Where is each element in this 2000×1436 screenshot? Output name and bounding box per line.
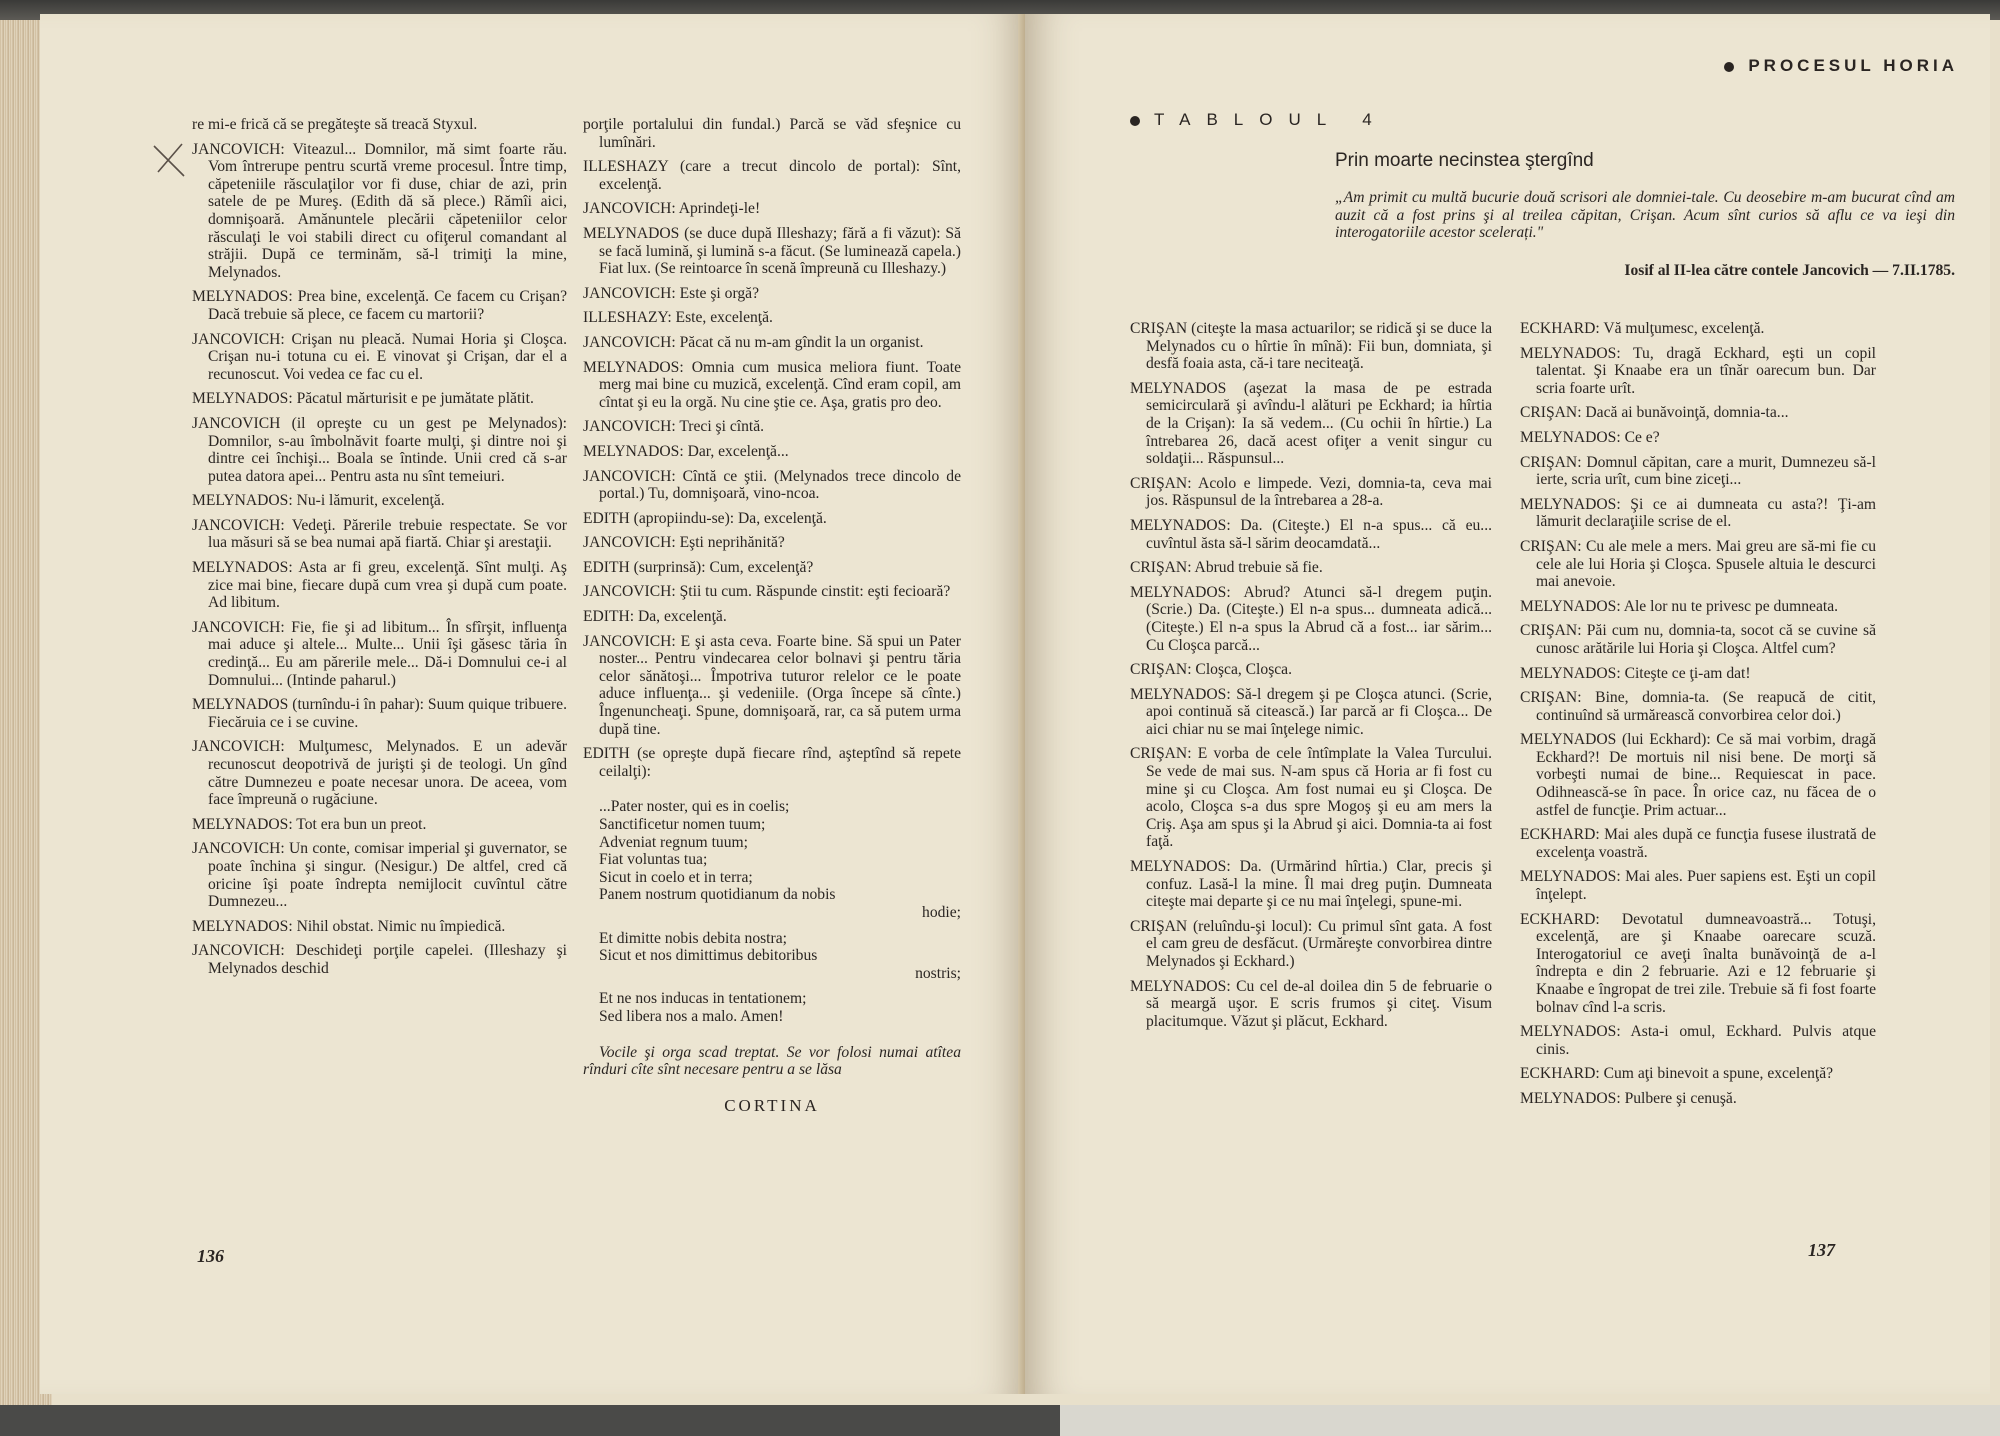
scene-title: Prin moarte necinstea ştergînd xyxy=(1335,150,1594,171)
prayer-line: Sanctificetur nomen tuum; xyxy=(599,816,766,833)
running-header xyxy=(1724,56,1958,76)
prayer-line: Et dimitte nobis debita nostra; xyxy=(599,929,787,947)
prayer-line: Adveniat regnum tuum; xyxy=(599,833,748,851)
scanner-bottom-edge xyxy=(1060,1405,2000,1436)
bullet-icon xyxy=(1724,62,1734,72)
dialogue-line: MELYNADOS (se duce după Illeshazy; fără a fi văzut): Să se facă lumină, şi lumină s-a făcut. (Se luminează capela.) Fiat lux. (Se reintoarce în scenă împreună cu Illeshazy.) xyxy=(583,224,961,278)
dialogue-line: MELYNADOS: Abrud? Atunci să-l dregem puţin. (Scrie.) Da. (Citeşte.) El n-a spus... dumneata adică... (Citeşte.) El n-a spus la Abrud că a fost... iar sărim... Cu Cloşca parcă... xyxy=(1130,583,1492,654)
dialogue-line: MELYNADOS: Mai ales. Puer sapiens est. Eşti un copil înţelept. xyxy=(1520,868,1876,904)
prayer-line: Sicut in coelo et in terra; xyxy=(599,868,753,886)
prayer-line: Sed libera nos a malo. Amen! xyxy=(599,1007,784,1025)
dialogue-line: MELYNADOS: Ce e? xyxy=(1520,428,1660,446)
dialogue-line: JANCOVICH: Viteazul... Domnilor, mă simt foarte rău. Vom întrerupe pentru scurtă vreme procesul. Între timp, căpeteniile răsculaţilor vor fi duse, chiar de azi, prin satele de pe Mureş. (Edith dă să plece.) Rămîi aici, domnişoară. Amănuntele plecării căpeteniilor celor răsculaţi le voi stabili direct cu ofiţerul comandant al străjii. După ce terminăm, să-l trimiţi la mine, Melynados. xyxy=(192,140,567,281)
dialogue-line: MELYNADOS: Prea bine, excelenţă. Ce facem cu Crişan? Dacă trebuie să plece, ce facem cu martorii? xyxy=(192,288,567,323)
dialogue-line: CRIŞAN: Dacă ai bunăvoinţă, domnia-ta... xyxy=(1520,404,1789,422)
bullet-icon xyxy=(1130,116,1140,126)
prayer-verse xyxy=(583,798,961,1025)
dialogue-line: CRIŞAN: E vorba de cele întîmplate la Valea Turcului. Se vede de mai sus. N-am spus că Horia ar fi fost cu mine şi cu Cloşca. Am fost numai eu şi Cloşca. De acolo, Cloşca s-a dus spre Mogoş şi eu am mers la Criş. Aşa am spus şi la Abrud şi aici. Domnia-ta ai fost faţă. xyxy=(1130,745,1492,851)
dialogue-line: MELYNADOS: Pulbere şi cenuşă. xyxy=(1520,1089,1737,1107)
right-page xyxy=(1025,14,1990,1394)
dialogue-line: CRIŞAN (citeşte la masa actuarilor; se ridică şi se duce la Melynados cu o hîrtie în mînă): Fii bun, domniata, şi desfă foaia asta, că-i tare neciteaţă. xyxy=(1130,320,1492,373)
dialogue-line: MELYNADOS: Omnia cum musica meliora fiunt. Toate merg mai bine cu muzică, excelenţă. Cînd eram copil, am cîntat şi eu la orgă. Nu cine ştie ce. Aşa, gratis pro deo. xyxy=(583,358,961,411)
dialogue-line: JANCOVICH: Eşti neprihănită? xyxy=(583,534,785,552)
dialogue-line: re mi-e frică că se pregăteşte să treacă Styxul. xyxy=(192,116,478,133)
dialogue-line: JANCOVICH: Este şi orgă? xyxy=(583,284,759,302)
dialogue-line: MELYNADOS (turnîndu-i în pahar): Suum quique tribuere. Fiecăruia ce i se cuvine. xyxy=(192,696,567,731)
dialogue-line: JANCOVICH: E şi asta ceva. Foarte bine. Să spui un Pater noster... Pentru vindecarea celor bolnavi şi pentru tăria celor sănătoşi... Împotriva tuturor relelor ce le poate aduce influenţa... şi vedeniile. (Orga începe să cînte.) Îngenuncheaţi. Spune, domnişoară, rar, ca să putem urma după tine. xyxy=(583,632,961,738)
dialogue-line: CRIŞAN (reluîndu-şi locul): Cu primul sînt gata. A fost el cam greu de desfăcut. (Urmăreşte convorbirea dintre Melynados şi Eckhard.) xyxy=(1130,917,1492,970)
dialogue-line: JANCOVICH: Ştii tu cum. Răspunde cinstit: eşti fecioară? xyxy=(583,583,951,601)
dialogue-line: ECKHARD: Vă mulţumesc, excelenţă. xyxy=(1520,320,1765,337)
dialogue-line: CRIŞAN: Cloşca, Cloşca. xyxy=(1130,661,1292,679)
dialogue-line: MELYNADOS: Şi ce ai dumneata cu asta?! Ţi-am lămurit declaraţiile scrise de el. xyxy=(1520,495,1876,531)
running-header-text: PROCESUL HORIA xyxy=(1748,56,1958,75)
page-number-right: 137 xyxy=(1808,1240,1835,1260)
prayer-line: nostris; xyxy=(915,964,961,982)
dialogue-line: MELYNADOS: Dar, excelenţă... xyxy=(583,442,789,460)
dialogue-line: EDITH (se opreşte după fiecare rînd, aşteptînd să repete ceilalţi): xyxy=(583,745,961,780)
right-column-1 xyxy=(1130,320,1492,1030)
dialogue-line: JANCOVICH: Fie, fie şi ad libitum... În sfîrşit, influenţa mai aduce şi altele... Multe... Unii îşi găsesc tăria în credinţă... Eu am părerile mele... Dă-i Domnului ce-i al Domnului... (Intinde paharul.) xyxy=(192,618,567,689)
dialogue-line: MELYNADOS: Da. (Citeşte.) El n-a spus... că eu... cuvîntul ăsta să-l sărim deocamdată... xyxy=(1130,516,1492,552)
left-page xyxy=(40,14,1025,1394)
dialogue-line: ECKHARD: Mai ales după ce funcţia fusese ilustrată de excelenţa voastră. xyxy=(1520,826,1876,861)
prayer-line: Fiat voluntas tua; xyxy=(599,851,708,869)
dialogue-line: MELYNADOS: Asta ar fi greu, excelenţă. Sînt mulţi. Aş zice mai bine, fiecare după cum vrea şi după cum poate. Ad libitum. xyxy=(192,559,567,612)
dialogue-line: porţile portalului din fundal.) Parcă se văd sfeşnice cu lumînări. xyxy=(583,116,961,151)
left-column-1 xyxy=(192,116,567,978)
dialogue-line: MELYNADOS: Păcatul mărturisit e pe jumătate plătit. xyxy=(192,390,534,408)
dialogue-line: MELYNADOS: Asta-i omul, Eckhard. Pulvis atque cinis. xyxy=(1520,1023,1876,1058)
prayer-line: Et ne nos inducas in tentationem; xyxy=(599,990,807,1008)
prayer-line: ...Pater noster, qui es in coelis; xyxy=(599,798,790,816)
dialogue-line: MELYNADOS: Nihil obstat. Nimic nu împiedică. xyxy=(192,917,506,935)
dialogue-line: ECKHARD: Cum aţi binevoit a spune, excelenţă? xyxy=(1520,1065,1834,1083)
dialogue-line: JANCOVICH: Aprindeţi-le! xyxy=(583,200,761,218)
prayer-line: Sicut et nos dimittimus debitoribus xyxy=(599,947,818,965)
dialogue-line: JANCOVICH (il opreşte cu un gest pe Melynados): Domnilor, s-au îmbolnăvit foarte mulţi, şi dintre noi şi dintre cei închişi... Boala se întinde. Unii cred că s-ar putea datora apei... Pentru asta nu sînt temeiuri. xyxy=(192,414,567,485)
dialogue-line: JANCOVICH: Vedeţi. Părerile trebuie respectate. Se vor lua măsuri să se bea numai apă fiartă. Chiar şi arestaţii. xyxy=(192,516,567,552)
dialogue-line: MELYNADOS (lui Eckhard): Ce să mai vorbim, dragă Eckhard?! De mortuis nil nisi bene. De morţi să vorbeşti numai de bine... Requiescat in pace. Odihnească-se în pace. În orice caz, nu făcea de o astfel de funcţie. Prim actuar... xyxy=(1520,731,1876,819)
dialogue-line: CRIŞAN: Abrud trebuie să fie. xyxy=(1130,559,1323,577)
dialogue-line: JANCOVICH: Mulţumesc, Melynados. E un adevăr recunoscut deopotrivă de jurişti şi de teologi. Un gînd către Dumnezeu e poate necesar unora. De aceea, vom face împreună o rugăciune. xyxy=(192,738,567,809)
dialogue-line: MELYNADOS: Da. (Urmărind hîrtia.) Clar, precis şi confuz. Lasă-l la mine. Îl mai dreg puţin. Dumneata citeşte mai departe şi ce nu mai înţelegi, spune-mi. xyxy=(1130,858,1492,911)
dialogue-line: MELYNADOS: Citeşte ce ţi-am dat! xyxy=(1520,664,1751,682)
dialogue-line: JANCOVICH: Păcat că nu m-am gîndit la un organist. xyxy=(583,333,924,351)
epigraph: „Am primit cu multă bucurie două scrisori ale domniei-tale. Cu deosebire m-am bucurat cînd am auzit că a fost prins şi al treilea căpitan, Crişan. Acum sînt curios să aflu ce va ieşi din interogatoriile acestor scelerați." xyxy=(1335,189,1955,242)
dialogue-line: CRIŞAN: Domnul căpitan, care a murit, Dumnezeu să-l ierte, scria urît, cum bine ziceţi... xyxy=(1520,453,1876,489)
right-column-2 xyxy=(1520,320,1876,1108)
dialogue-line: EDITH (apropiindu-se): Da, excelenţă. xyxy=(583,509,827,527)
tablou-text: TABLOUL 4 xyxy=(1154,110,1388,129)
dialogue-line: CRIŞAN: Păi cum nu, domnia-ta, socot că se cuvine să cunosc arătările lui Horia şi Cloşca. Altfel cum? xyxy=(1520,622,1876,657)
prayer-line: hodie; xyxy=(922,903,961,921)
dialogue-line: JANCOVICH: Crişan nu pleacă. Numai Horia şi Cloşca. Crişan nu-i totuna cu ei. E vinovat şi Crişan, dar el a recunoscut. Voi vedea ce fac cu el. xyxy=(192,330,567,383)
dialogue-line: CRIŞAN: Cu ale mele a mers. Mai greu are să-mi fie cu cele ale lui Horia şi Cloşca. Spusele altuia le descurci mai anevoie. xyxy=(1520,537,1876,591)
epigraph-signature: Iosif al II-lea către contele Jancovich — 7.II.1785. xyxy=(1624,262,1955,279)
dialogue-line: MELYNADOS: Cu cel de-al doilea din 5 de februarie o să meargă uşor. E scris frumos şi citeţ. Visum placitumque. Văzut şi plăcut, Eckhard. xyxy=(1130,977,1492,1030)
dialogue-line: ECKHARD: Devotatul dumneavoastră... Totuşi, excelenţă, are şi Knaabe oarecare scuză. Interogatoriul ce aveţi înalta bunăvoinţă de a-l îndrepta e din 2 februarie. Azi e 12 februarie şi Knaabe e îngropat de trei zile. Trebuie să fi fost foarte bolnav cînd l-a scris. xyxy=(1520,910,1876,1016)
dialogue-line: CRIŞAN: Acolo e limpede. Vezi, domnia-ta, ceva mai jos. Răspunsul de la întrebarea a 28-a. xyxy=(1130,474,1492,510)
dialogue-line: JANCOVICH: Cîntă ce ştii. (Melynados trece dincolo de portal.) Tu, domnişoară, vino-ncoa. xyxy=(583,467,961,503)
dialogue-line: EDITH: Da, excelenţă. xyxy=(583,608,727,626)
left-column-2 xyxy=(583,116,961,1114)
tablou-heading xyxy=(1130,110,1388,130)
pencil-mark-icon xyxy=(152,142,192,182)
dialogue-line: MELYNADOS: Tu, dragă Eckhard, eşti un copil talentat. Şi Knaabe era un tînăr oarecum bun. Dar scria foarte urît. xyxy=(1520,344,1876,397)
dialogue-line: JANCOVICH: Deschideţi porţile capelei. (Illeshazy şi Melynados deschid xyxy=(192,942,567,977)
stage-direction-end: Vocile şi orga scad treptat. Se vor folosi numai atîtea rînduri cîte sînt necesare pentru a se lăsa xyxy=(583,1043,961,1079)
dialogue-line: MELYNADOS: Nu-i lămurit, excelenţă. xyxy=(192,492,445,510)
dialogue-line: CRIŞAN: Bine, domnia-ta. (Se reapucă de citit, continuînd să urmărească convorbirea celor doi.) xyxy=(1520,689,1876,724)
dialogue-line: MELYNADOS: Să-l dregem şi pe Cloşca atunci. (Scrie, apoi continuă să citească.) Iar parcă ar fi Cloşca... De aici chiar nu se mai înţelege nimic. xyxy=(1130,685,1492,738)
dialogue-line: JANCOVICH: Treci şi cîntă. xyxy=(583,418,765,436)
page-number-left: 136 xyxy=(197,1246,224,1266)
dialogue-line: MELYNADOS (aşezat la masa de pe estrada semicirculară şi avîndu-l alături pe Eckhard; ia hîrtia de la Crişan): Ia să vedem... (Cu ochii în hîrtie.) La întrebarea 26, dacă acest ofiţer a venit singur cu soldaţii... Răspunsul... xyxy=(1130,379,1492,468)
dialogue-line: MELYNADOS: Tot era bun un preot. xyxy=(192,815,427,833)
dialogue-line: EDITH (surprinsă): Cum, excelenţă? xyxy=(583,558,814,576)
dialogue-line: ILLESHAZY: Este, excelenţă. xyxy=(583,309,773,327)
dialogue-line: MELYNADOS: Ale lor nu te privesc pe dumneata. xyxy=(1520,597,1839,615)
dialogue-line: JANCOVICH: Un conte, comisar imperial şi guvernator, se poate închina şi singur. (Nesigur.) De altfel, cred că oricine îşi poate îndrepta nemijlocit cuvîntul către Dumnezeu... xyxy=(192,840,567,911)
cortina-label: CORTINA xyxy=(724,1095,820,1115)
dialogue-line: ILLESHAZY (care a trecut dincolo de portal): Sînt, excelenţă. xyxy=(583,158,961,193)
prayer-line: Panem nostrum quotidianum da nobis xyxy=(599,886,836,904)
